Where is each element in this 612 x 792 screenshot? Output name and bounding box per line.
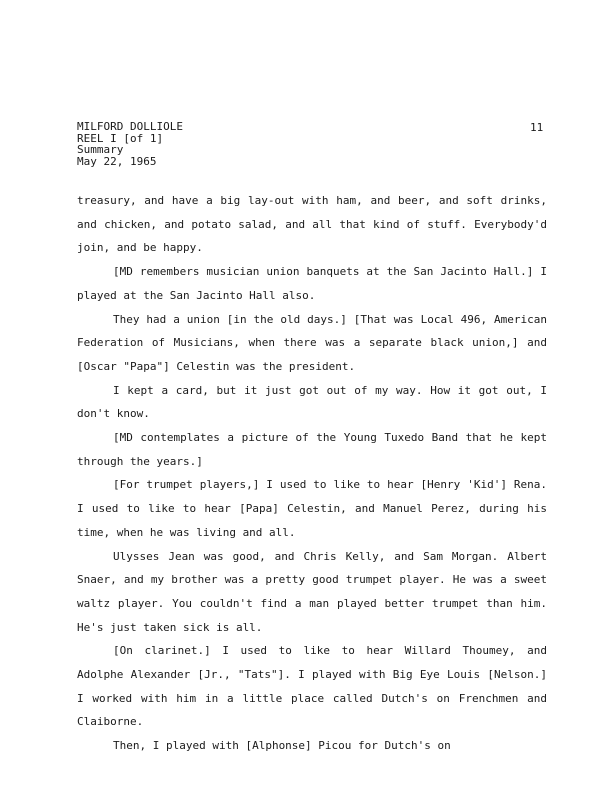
paragraph: They had a union [in the old days.] [That was Local 496, American Federation of Musicians, when there was a separate black union,] and [Oscar "Papa"] Celestin was the president. <box>77 312 547 373</box>
interview-date: May 22, 1965 <box>77 154 157 168</box>
reel-label: REEL I [of 1] <box>77 131 164 145</box>
paragraph: [For trumpet players,] I used to like to hear [Henry 'Kid'] Rena. I used to like to hear [Papa] Celestin, and Manuel Perez, during his time, when he was living and all. <box>77 478 547 539</box>
page-header <box>77 121 183 167</box>
interviewee-name: MILFORD DOLLIOLE <box>77 120 183 133</box>
paragraph: Then, I played with [Alphonse] Picou for Dutch's on <box>113 739 451 753</box>
paragraph: [MD contemplates a picture of the Young Tuxedo Band that he kept through the years.] <box>77 431 547 468</box>
transcript-body <box>77 189 547 758</box>
paragraph: I kept a card, but it just got out of my way. How it got out, I don't know. <box>77 383 547 421</box>
document-type: Summary <box>77 143 124 156</box>
paragraph: [On clarinet.] I used to like to hear Willard Thoumey, and Adolphe Alexander [Jr., "Tats"]. I played with Big Eye Louis [Nelson.] I worked with him in a little place called Dutch's on Frenchmen and Claiborne. <box>77 644 547 729</box>
paragraph-continuation: treasury, and have a big lay-out with ham, and beer, and soft drinks, and chicken, and potato salad, and all that kind of stuff. Everybody'd join, and be happy. <box>77 194 547 255</box>
paragraph: [MD remembers musician union banquets at the San Jacinto Hall.] I played at the San Jacinto Hall also. <box>77 265 547 302</box>
page-number: 11 <box>530 121 544 134</box>
paragraph: Ulysses Jean was good, and Chris Kelly, and Sam Morgan. Albert Snaer, and my brother was a pretty good trumpet player. He was a sweet waltz player. You couldn't find a man played better trumpet than him. He's just taken sick is all. <box>77 549 547 634</box>
